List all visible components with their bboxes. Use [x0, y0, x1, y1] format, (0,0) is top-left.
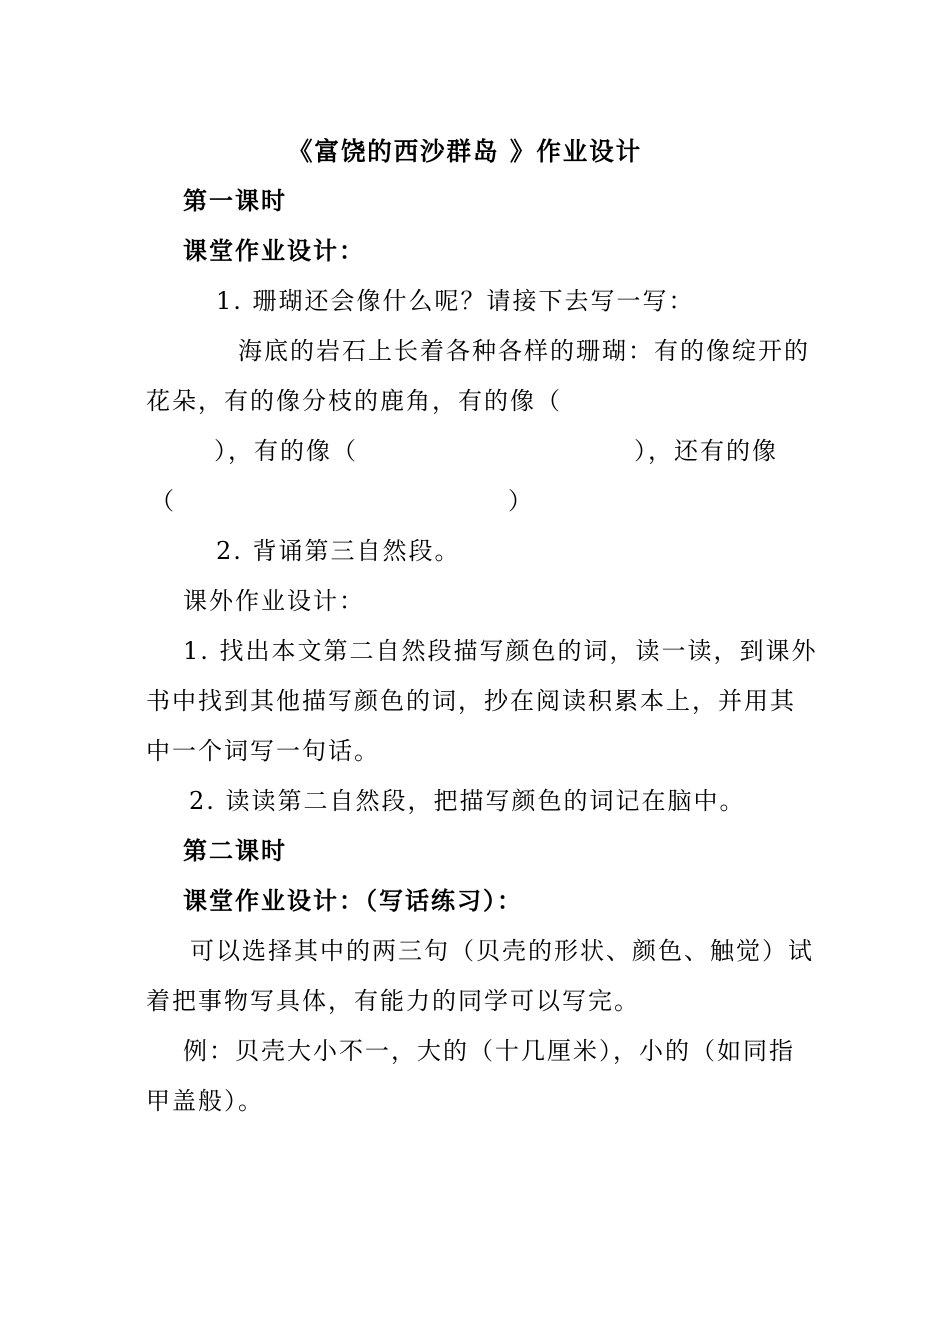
lesson1-classwork-heading: 课堂作业设计：: [183, 237, 365, 265]
lesson1-heading: 第一课时: [183, 187, 287, 215]
lesson1-homework-heading: 课外作业设计：: [183, 587, 365, 615]
lesson1-q1-text-line4-a: （: [150, 487, 176, 515]
lesson2-para1-line1: 可以选择其中的两三句（贝壳的形状、颜色、触觉）试: [190, 937, 814, 965]
lesson2-example-line2: 甲盖般）。: [146, 1087, 264, 1115]
lesson1-hw1-line2: 书中找到其他描写颜色的词，抄在阅读积累本上，并用其: [146, 687, 796, 715]
lesson1-q1-text-line2: 花朵，有的像分枝的鹿角，有的像（: [146, 387, 562, 415]
lesson1-q1-text-line4-b: ）: [508, 487, 534, 515]
lesson2-para1-line2: 着把事物写具体，有能力的同学可以写完。: [146, 987, 640, 1015]
lesson2-heading: 第二课时: [183, 837, 287, 865]
lesson2-example-line1: 例：贝壳大小不一，大的（十几厘米），小的（如同指: [183, 1037, 795, 1065]
lesson1-q1-prompt: 1. 珊瑚还会像什么呢？请接下去写一写：: [216, 287, 695, 315]
lesson1-q1-text-line3-b: ），还有的像: [634, 437, 778, 465]
lesson2-classwork-heading: 课堂作业设计：（写话练习）：: [183, 887, 523, 915]
document-title: 《富饶的西沙群岛 》作业设计: [287, 137, 643, 166]
lesson1-q1-text-line3-a: ），有的像（: [214, 437, 358, 465]
lesson1-q1-text-line1: 海底的岩石上长着各种各样的珊瑚：有的像绽开的: [238, 337, 810, 365]
lesson1-hw1-line1: 1. 找出本文第二自然段描写颜色的词，读一读，到课外: [183, 637, 818, 665]
lesson1-hw2: 2. 读读第二自然段，把描写颜色的词记在脑中。: [189, 787, 746, 815]
lesson1-q2: 2. 背诵第三自然段。: [216, 537, 461, 565]
lesson1-hw1-line3: 中一个词写一句话。: [146, 737, 380, 765]
